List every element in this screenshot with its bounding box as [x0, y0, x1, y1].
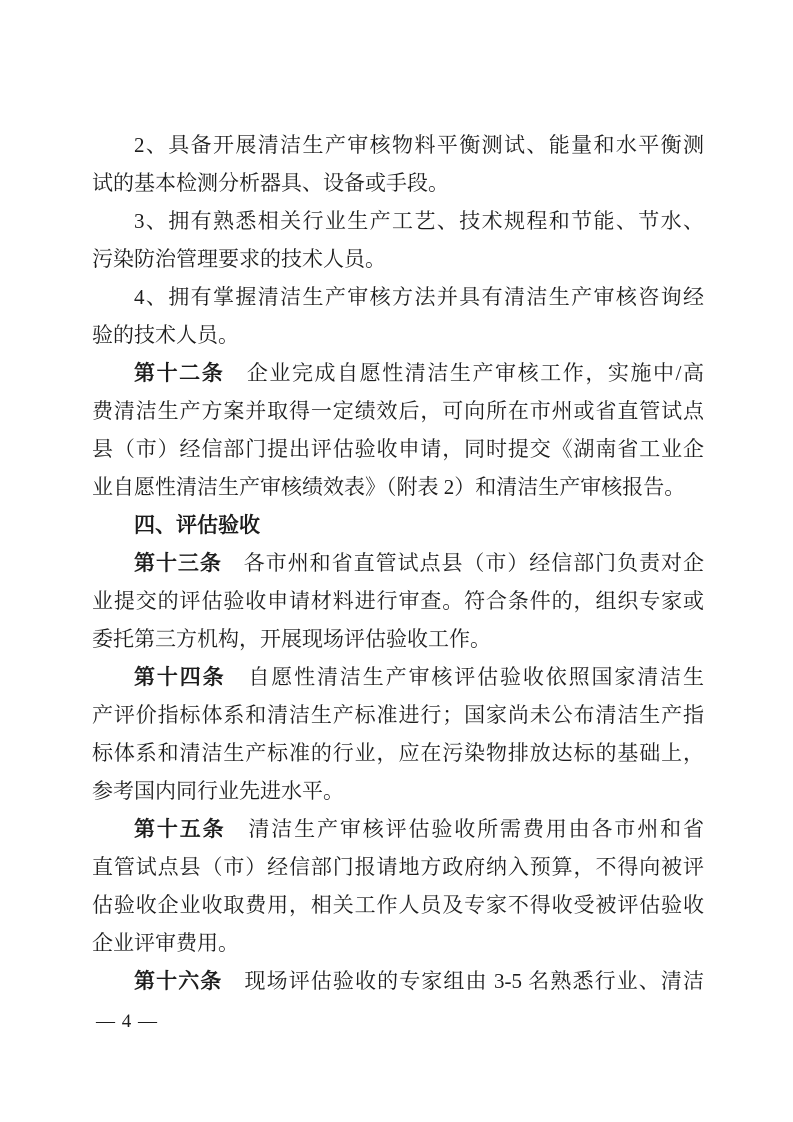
text-line: [92, 620, 704, 658]
text-line: [92, 164, 704, 202]
text-run: 验的技术人员。: [92, 323, 239, 347]
article-number: 第十二条: [134, 362, 225, 385]
text-line: [92, 126, 704, 164]
text-line: [92, 696, 704, 734]
text-run: 2、具备开展清洁生产审核物料平衡测试、能量和水平衡测: [134, 133, 704, 157]
text-line: [92, 582, 704, 620]
text-run: 参考国内同行业先进水平。: [92, 779, 344, 803]
text-line: [92, 278, 704, 316]
text-line: [92, 962, 704, 1000]
text-run: 污染防治管理要求的技术人员。: [92, 247, 386, 271]
text-run: 业提交的评估验收申请材料进行审查。符合条件的，组织专家或: [92, 589, 704, 613]
text-line: [92, 810, 704, 848]
text-line: [92, 848, 704, 886]
text-run: 各市州和省直管试点县（市）经信部门负责对企: [221, 551, 705, 575]
text-line: [92, 316, 704, 354]
text-line: [92, 544, 704, 582]
document-content: [92, 126, 704, 1000]
article-number: 第十三条: [134, 552, 222, 575]
text-line: [92, 240, 704, 278]
text-line: [92, 734, 704, 772]
text-run: 自愿性清洁生产审核评估验收依照国家清洁生: [225, 665, 704, 689]
text-run: 费清洁生产方案并取得一定绩效后，可向所在市州或省直管试点: [92, 399, 704, 423]
text-line: [92, 658, 704, 696]
article-number: 第十五条: [134, 818, 226, 841]
text-line: [92, 354, 704, 392]
page-number: — 4 —: [96, 1011, 158, 1032]
article-number: 第十六条: [134, 970, 223, 993]
section-heading-line: [92, 506, 704, 544]
text-run: 3、拥有熟悉相关行业生产工艺、技术规程和节能、节水、: [134, 209, 704, 233]
text-line: [92, 392, 704, 430]
section-heading: 四、评估验收: [134, 514, 260, 537]
text-run: 委托第三方机构，开展现场评估验收工作。: [92, 627, 491, 651]
text-line: [92, 202, 704, 240]
text-run: 县（市）经信部门提出评估验收申请，同时提交《湖南省工业企: [92, 437, 704, 461]
text-line: [92, 430, 704, 468]
text-run: 试的基本检测分析器具、设备或手段。: [92, 171, 449, 195]
text-run: 现场评估验收的专家组由 3-5 名熟悉行业、清洁: [222, 969, 704, 993]
text-run: 产评价指标体系和清洁生产标准进行；国家尚未公布清洁生产指: [92, 703, 704, 727]
text-run: 业自愿性清洁生产审核绩效表》（附表 2）和清洁生产审核报告。: [92, 475, 686, 499]
text-line: [92, 468, 704, 506]
text-line: [92, 924, 704, 962]
text-run: 直管试点县（市）经信部门报请地方政府纳入预算，不得向被评: [92, 855, 704, 879]
article-number: 第十四条: [134, 666, 226, 689]
text-line: [92, 772, 704, 810]
text-run: 企业评审费用。: [92, 931, 239, 955]
text-line: [92, 886, 704, 924]
text-run: 企业完成自愿性清洁生产审核工作，实施中/高: [224, 361, 704, 385]
text-run: 估验收企业收取费用，相关工作人员及专家不得收受被评估验收: [92, 893, 704, 917]
text-run: 标体系和清洁生产标准的行业，应在污染物排放达标的基础上，: [92, 741, 704, 765]
text-run: 清洁生产审核评估验收所需费用由各市州和省: [225, 817, 704, 841]
text-run: 4、拥有掌握清洁生产审核方法并具有清洁生产审核咨询经: [134, 285, 704, 309]
